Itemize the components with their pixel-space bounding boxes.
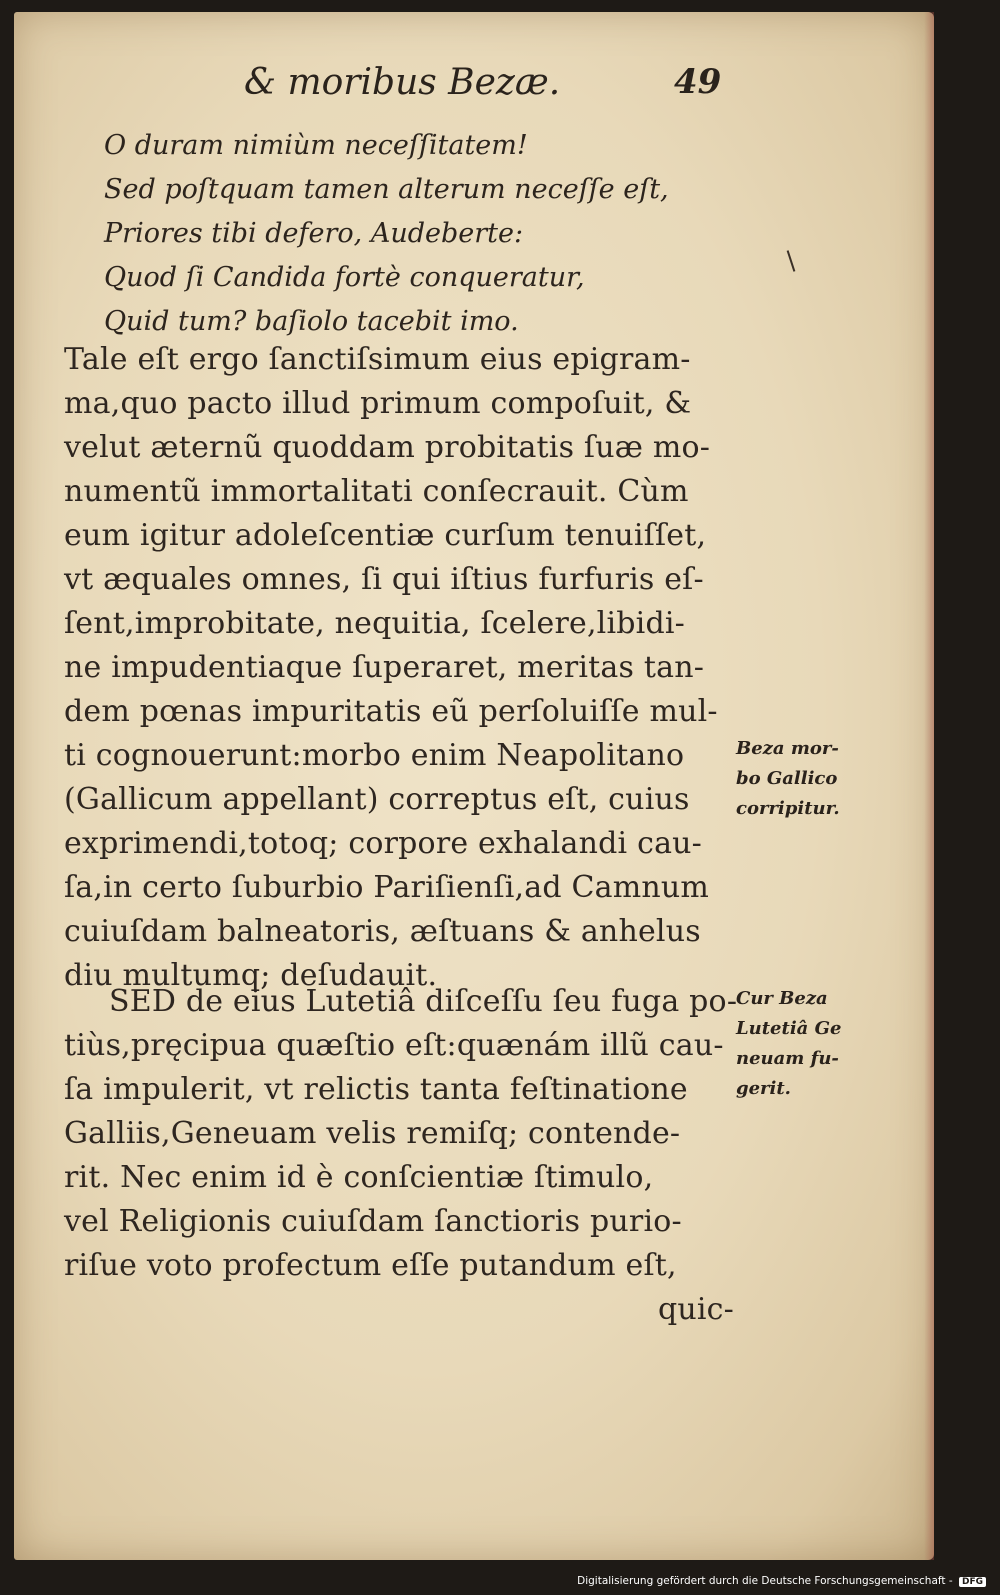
- margin-note-line: corripitur.: [736, 798, 840, 819]
- text-line: exprimendi,totoq; corpore exhalandi cau-: [64, 826, 703, 861]
- text-line: SED de eius Lutetiâ diſceſſu ſeu fuga po-: [109, 984, 738, 1019]
- text-line: eum igitur adoleſcentiæ curſum tenuiſſet,: [64, 518, 707, 553]
- running-head: & moribus Bezæ.: [244, 62, 561, 103]
- text-line: cuiuſdam balneatoris, æſtuans & anhelus: [64, 914, 701, 949]
- text-line: riſue voto profectum eſſe putandum eſt,: [64, 1248, 677, 1283]
- text-line: ſa,in certo ſuburbio Pariſienſi,ad Camnum: [64, 870, 710, 905]
- margin-note-line: Cur Beza: [736, 988, 828, 1009]
- text-line: dem pœnas impuritatis eũ perſoluiſſe mul-: [64, 694, 718, 729]
- dfg-logo: DFG: [959, 1577, 986, 1587]
- margin-note-line: Beza mor-: [736, 738, 839, 759]
- text-line: ti cognouerunt:morbo enim Neapolitano: [64, 738, 685, 773]
- text-line: vel Religionis cuiuſdam ſanctioris purio-: [64, 1204, 682, 1239]
- text-line: ſa impulerit, vt relictis tanta feſtinatione: [64, 1072, 688, 1107]
- verse-line: Quod ſi Candida fortè conqueratur,: [104, 262, 585, 293]
- margin-note-line: neuam fu-: [736, 1048, 839, 1069]
- digitization-credit: [577, 1575, 986, 1587]
- margin-note-line: Lutetiâ Ge: [736, 1018, 842, 1039]
- text-line: rit. Nec enim id è conſcientiæ ſtimulo,: [64, 1160, 654, 1195]
- text-line: velut æternũ quoddam probitatis ſuæ mo-: [64, 430, 711, 465]
- credit-text: Digitalisierung gefördert durch die Deutsche Forschungsgemeinschaft -: [577, 1575, 953, 1587]
- margin-note-1: [736, 734, 906, 824]
- text-line: tiùs,pręcipua quæſtio eſt:quænám illũ cau-: [64, 1028, 724, 1063]
- verse-line: Priores tibi defero, Audeberte:: [104, 218, 524, 249]
- verse-line: O duram nimiùm neceſſitatem!: [104, 130, 528, 161]
- text-line: ſent,improbitate, nequitia, ſcelere,libidi-: [64, 606, 686, 641]
- stray-mark: [787, 250, 796, 272]
- verse-line: Sed poſtquam tamen alterum neceſſe eſt,: [104, 174, 669, 205]
- text-line: vt æquales omnes, ſi qui iſtius furfuris eſ-: [64, 562, 704, 597]
- verse-line: Quid tum? baſiolo tacebit imo.: [104, 306, 519, 337]
- margin-note-2: [736, 984, 906, 1104]
- text-line: numentũ immortalitati conſecrauit. Cùm: [64, 474, 689, 509]
- text-line: Galliis,Geneuam velis remiſq; contende-: [64, 1116, 681, 1151]
- book-page: [14, 12, 934, 1560]
- paragraph-1: [64, 338, 734, 998]
- margin-note-line: gerit.: [736, 1078, 791, 1099]
- catchword: quic-: [657, 1292, 734, 1327]
- paragraph-2: [64, 980, 738, 1332]
- text-line: ne impudentiaque ſuperaret, meritas tan-: [64, 650, 705, 685]
- text-line: (Gallicum appellant) correptus eſt, cuius: [64, 782, 690, 817]
- text-line: ma,quo pacto illud primum compoſuit, &: [64, 386, 692, 421]
- page-number: 49: [674, 62, 722, 102]
- text-line: diu multumq; deſudauit.: [64, 958, 438, 993]
- verse-block: [104, 124, 724, 344]
- page-header: [14, 52, 934, 112]
- margin-note-line: bo Gallico: [736, 768, 838, 789]
- text-line: Tale eſt ergo ſanctiſsimum eius epigram-: [64, 342, 691, 377]
